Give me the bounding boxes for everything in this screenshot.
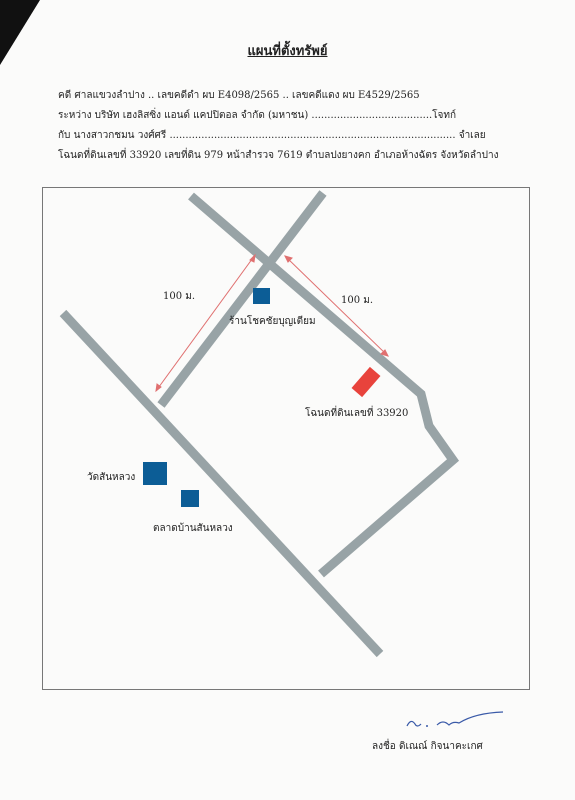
distance-label-left: 100 ม. <box>163 291 196 302</box>
page-title: แผนที่ตั้งทรัพย์ <box>247 44 328 59</box>
shop-label: ร้านโชคชัยบุญเตียม <box>229 316 316 327</box>
market-marker <box>181 490 199 507</box>
defendant-line: กับ นางสาวกชมน วงศ์ศรี .......................................................................................... จำเลย <box>58 130 486 141</box>
plaintiff-line: ระหว่าง บริษัท เฮงลิสซิ่ง แอนด์ แคปปิตอล จำกัด (มหาชน) ......................................โจทก์ <box>58 110 457 121</box>
shop-marker <box>253 288 270 304</box>
map-frame <box>42 187 530 690</box>
map-drawing <box>43 188 529 689</box>
market-label: ตลาดบ้านสันหลวง <box>153 523 233 534</box>
case-line: คดี ศาลแขวงลำปาง .. เลขคดีดำ ผบ E4098/2565 .. เลขคดีแดง ผบ E4529/2565 <box>58 90 420 101</box>
signature-line: ลงชื่อ ดิเณณ์ กิจนาคะเกศ <box>372 741 483 752</box>
temple-marker <box>143 462 167 485</box>
temple-label: วัดสันหลวง <box>87 472 136 483</box>
deed-line: โฉนดที่ดินเลขที่ 33920 เลขที่ดิน 979 หน้าสำรวจ 7619 ตำบลปงยางคก อำเภอห้างฉัตร จังหวัดลำปาง <box>58 150 499 161</box>
distance-label-right: 100 ม. <box>341 295 374 306</box>
property-label: โฉนดที่ดินเลขที่ 33920 <box>305 408 409 419</box>
signature-scribble <box>403 708 513 734</box>
property-marker <box>352 367 381 397</box>
side-road <box>191 196 453 574</box>
